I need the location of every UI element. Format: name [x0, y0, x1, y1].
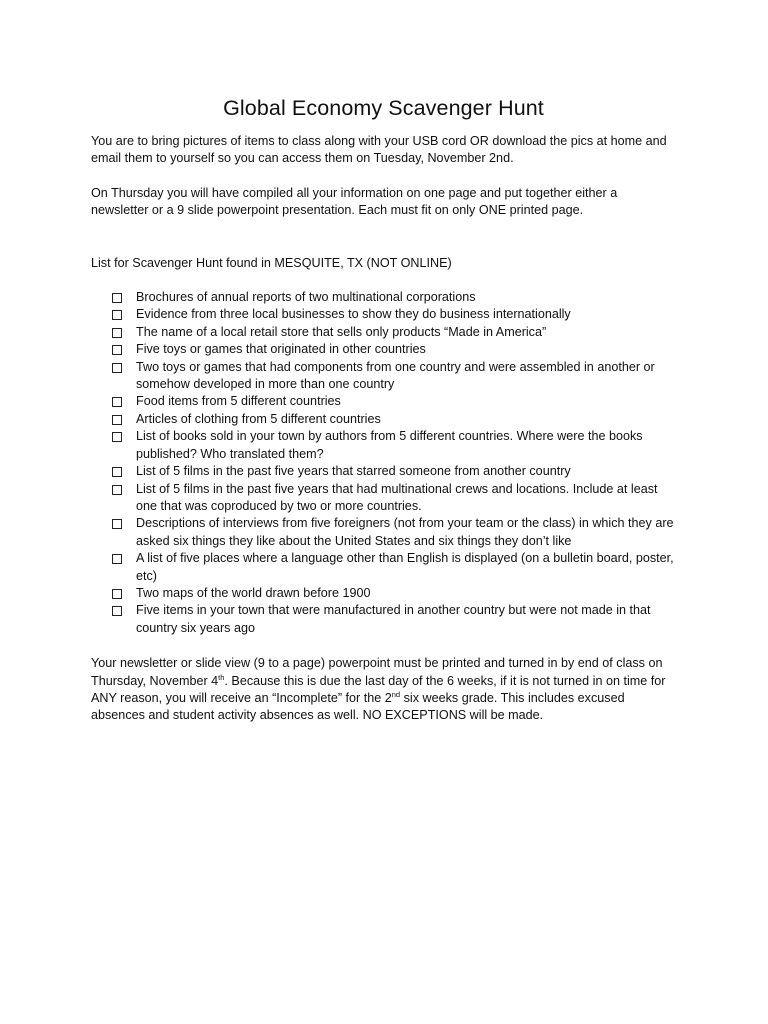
checklist-item	[112, 481, 676, 516]
checklist-item	[112, 341, 676, 358]
checklist-item-text: The name of a local retail store that sells only products “Made in America”	[136, 324, 547, 339]
checklist-item-text: List of 5 films in the past five years that starred someone from another country	[136, 464, 571, 479]
checklist-item	[112, 359, 676, 394]
checklist-item-text: Two toys or games that had components from one country and were assembled in another or somehow developed in more than one country	[136, 359, 655, 392]
checklist-item	[112, 428, 676, 463]
checklist-item-text: Evidence from three local businesses to show they do business internationally	[136, 307, 571, 322]
checkbox-icon[interactable]	[112, 606, 122, 616]
checkbox-icon[interactable]	[112, 328, 122, 338]
checkbox-icon[interactable]	[112, 345, 122, 355]
checklist-item-text: Food items from 5 different countries	[136, 394, 341, 409]
closing-text-part-2: . Because this is due the last day of the 6 weeks, if it is not turned in on time for ANY reason, you will receive an “Incomplete” for the 2	[91, 673, 666, 705]
closing-text-part-3: six weeks grade. This includes excused absences and student activity absences as well. NO EXCEPTIONS will be made.	[91, 690, 625, 723]
checkbox-icon[interactable]	[112, 293, 122, 303]
checklist-item	[112, 550, 676, 585]
intro-paragraph-1: You are to bring pictures of items to class along with your USB cord OR download the pics at home and email them to yourself so you can access them on Tuesday, November 2nd.	[91, 134, 667, 166]
checkbox-icon[interactable]	[112, 554, 122, 564]
checkbox-icon[interactable]	[112, 485, 122, 495]
checklist-item-text: Two maps of the world drawn before 1900	[136, 585, 371, 600]
ordinal-suffix: nd	[391, 689, 401, 699]
checkbox-icon[interactable]	[112, 363, 122, 373]
checkbox-icon[interactable]	[112, 589, 122, 599]
intro-paragraph-2: On Thursday you will have compiled all your information on one page and put together either a newsletter or a 9 slide powerpoint presentation. Each must fit on only ONE printed page.	[91, 185, 618, 218]
checklist-item-text: Articles of clothing from 5 different countries	[136, 411, 381, 426]
scavenger-checklist	[91, 289, 676, 637]
checklist-item	[112, 306, 676, 323]
checklist-item	[112, 289, 676, 306]
checklist-item-text: Brochures of annual reports of two multinational corporations	[136, 290, 476, 305]
checklist-item-text: List of books sold in your town by authors from 5 different countries. Where were the books published? Who translated them?	[136, 429, 643, 461]
checklist-item	[112, 463, 676, 480]
checkbox-icon[interactable]	[112, 397, 122, 407]
checklist-item	[112, 411, 676, 428]
checklist-item	[112, 585, 676, 602]
checklist-item	[112, 393, 676, 410]
ordinal-suffix: th	[218, 672, 225, 682]
checkbox-icon[interactable]	[112, 519, 122, 529]
checklist-item-text: A list of five places where a language other than English is displayed (on a bulletin board, poster, etc)	[136, 551, 674, 583]
checkbox-icon[interactable]	[112, 432, 122, 442]
checklist-item-text: Five toys or games that originated in other countries	[136, 342, 426, 357]
checklist-item-text: Descriptions of interviews from five foreigners (not from your team or the class) in which they are asked six things they like about the United States and six things they don’t like	[136, 516, 674, 548]
checklist-item-text: Five items in your town that were manufactured in another country but were not made in that country six years ago	[136, 603, 651, 635]
closing-paragraph	[91, 655, 676, 725]
checklist-item	[112, 602, 676, 637]
checklist-item-text: List of 5 films in the past five years that had multinational crews and locations. Include at least one that was coproduced by two or more countries.	[136, 481, 658, 513]
closing-text-part-1: Your newsletter or slide view (9 to a page) powerpoint must be printed and turned in by end of class on Thursday, November 4	[91, 656, 663, 688]
checklist-item	[112, 324, 676, 341]
document-title: Global Economy Scavenger Hunt	[223, 96, 544, 120]
checkbox-icon[interactable]	[112, 310, 122, 320]
list-heading: List for Scavenger Hunt found in MESQUITE, TX (NOT ONLINE)	[91, 255, 452, 270]
checkbox-icon[interactable]	[112, 415, 122, 425]
checklist-item	[112, 515, 676, 550]
checkbox-icon[interactable]	[112, 467, 122, 477]
